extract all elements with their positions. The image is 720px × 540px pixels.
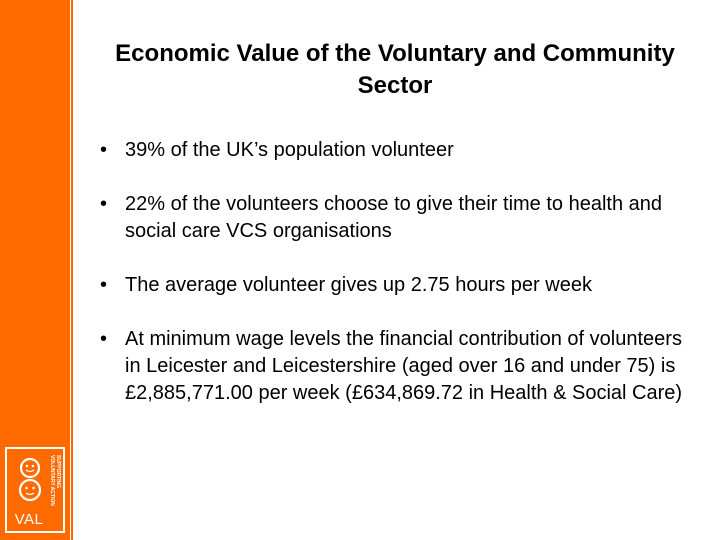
logo-tagline-line-1: SUPPORTING bbox=[55, 455, 61, 489]
bullet-list bbox=[100, 137, 700, 434]
logo-tagline-line-2: VOLUNTARY ACTION bbox=[49, 455, 55, 506]
smiley-faces-icon bbox=[15, 455, 45, 505]
sidebar-divider bbox=[71, 0, 73, 540]
sidebar-band bbox=[0, 0, 70, 540]
bullet-item: • 39% of the UK’s population volunteer bbox=[100, 137, 700, 164]
val-logo bbox=[5, 447, 65, 533]
logo-text: VAL bbox=[14, 511, 44, 528]
bullet-item: • 22% of the volunteers choose to give their time to health and social care VCS organisations bbox=[100, 191, 700, 245]
bullet-item: • At minimum wage levels the financial contribution of volunteers in Leicester and Leicestershire (aged over 16 and under 75) is £2,885,771.00 per week (£634,869.72 in Health & Social Care) bbox=[100, 326, 700, 407]
slide-title: Economic Value of the Voluntary and Community Sector bbox=[115, 40, 675, 99]
bullet-item: • The average volunteer gives up 2.75 hours per week bbox=[100, 272, 700, 299]
